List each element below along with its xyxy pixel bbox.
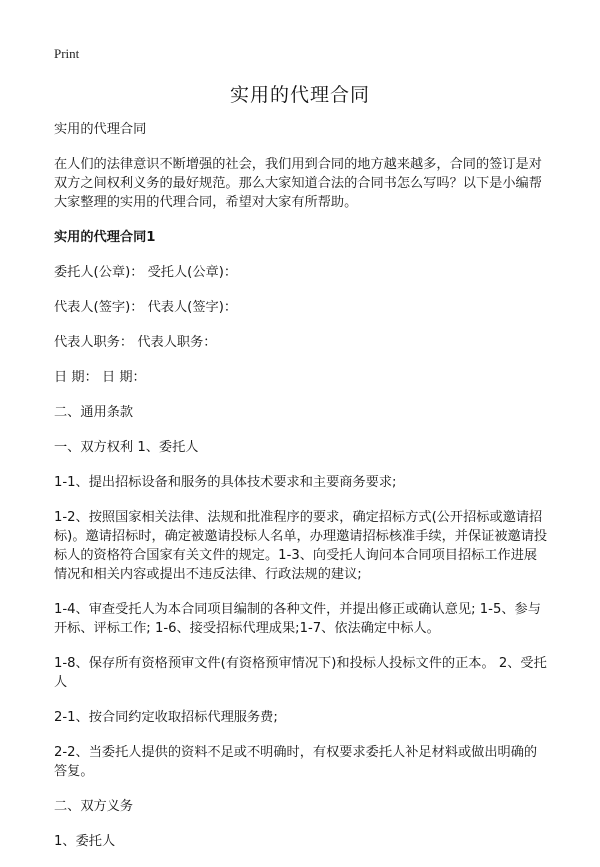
clause-paragraph: 1-8、保存所有资格预审文件(有资格预审情况下)和投标人投标文件的正本。 2、受托人	[54, 656, 547, 690]
clause-paragraph: 1、委托人	[54, 834, 116, 849]
clause-paragraph: 二、通用条款	[54, 405, 134, 420]
clause-paragraph: 二、双方义务	[54, 799, 134, 814]
clause-paragraph: 代表人职务： 代表人职务：	[54, 335, 217, 350]
document-subtitle: 实用的代理合同	[54, 122, 147, 137]
section-heading: 实用的代理合同1	[54, 230, 156, 245]
intro-paragraph: 在人们的法律意识不断增强的社会，我们用到合同的地方越来越多，合同的签订是对双方之间权利义务的最好规范。那么大家知道合法的合同书怎么写吗？以下是小编帮大家整理的实用的代理合同，希望对大家有所帮助。	[54, 157, 542, 210]
print-link[interactable]: Print	[54, 46, 80, 61]
clause-paragraph: 1-2、按照国家相关法律、法规和批准程序的要求，确定招标方式(公开招标或邀请招标)。邀请招标时，确定被邀请投标人名单，办理邀请招标核准手续，并保证被邀请投标人的资格符合国家有关文件的规定。1-3、向受托人询问本合同项目招标工作进展情况和相关内容或提出不违反法律、行政法规的建议;	[54, 510, 548, 582]
document-body	[54, 120, 550, 867]
clause-paragraph: 日 期： 日 期：	[54, 370, 146, 385]
clause-paragraph: 2-2、当委托人提供的资料不足或不明确时，有权要求委托人补足材料或做出明确的答复。	[54, 745, 538, 779]
clause-paragraph: 1-4、审查受托人为本合同项目编制的各种文件，并提出修正或确认意见; 1-5、参与开标、评标工作; 1-6、接受招标代理成果;1-7、依法确定中标人。	[54, 602, 541, 636]
clause-paragraph: 代表人(签字)： 代表人(签字)：	[54, 300, 238, 315]
clause-paragraph: 一、双方权利 1、委托人	[54, 440, 199, 455]
clause-paragraph: 1-1、提出招标设备和服务的具体技术要求和主要商务要求;	[54, 475, 397, 490]
clause-paragraph: 委托人(公章)： 受托人(公章)：	[54, 265, 238, 280]
page-title: 实用的代理合同	[229, 84, 370, 106]
clause-paragraph: 2-1、按合同约定收取招标代理服务费;	[54, 710, 278, 725]
